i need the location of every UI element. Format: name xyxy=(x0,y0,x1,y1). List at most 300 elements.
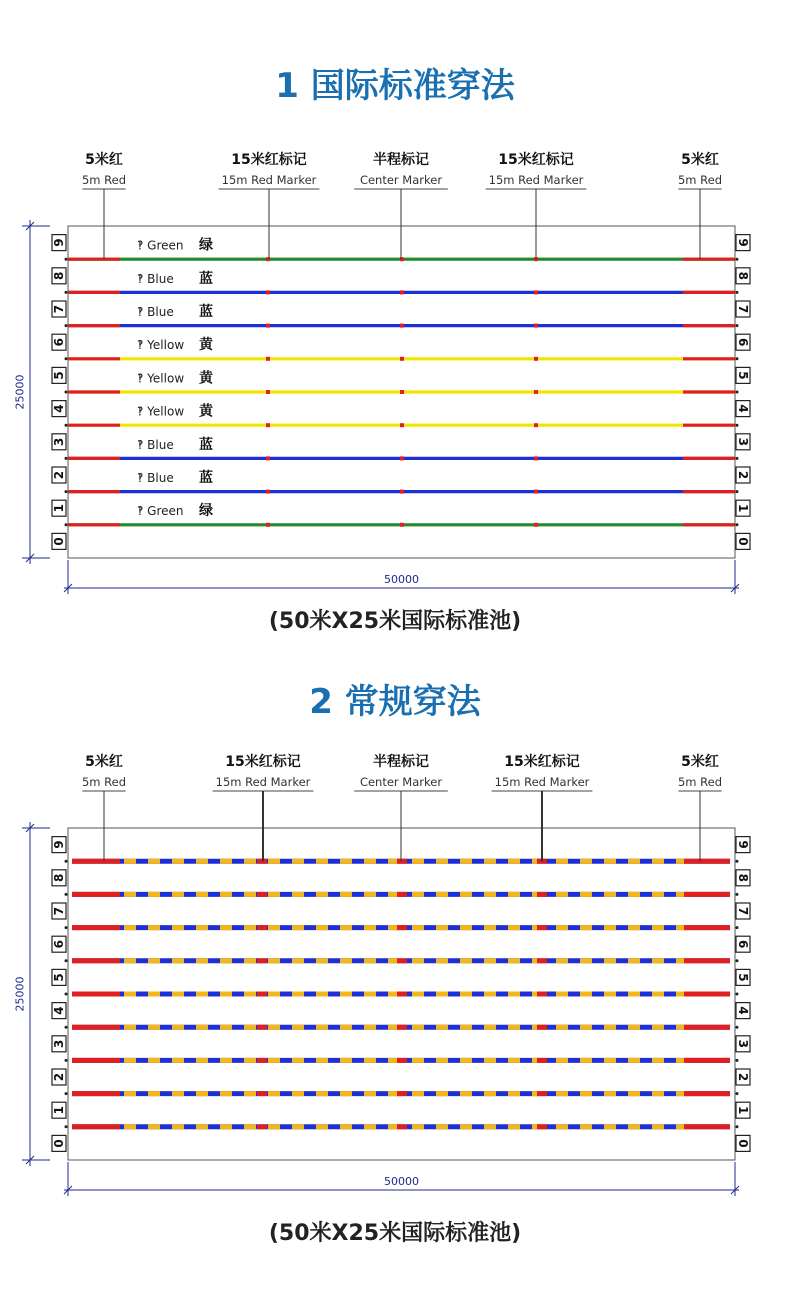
section-1-caption: (50米X25米国际标准池) xyxy=(268,609,522,634)
pool-diagram-international xyxy=(0,148,790,618)
rope-yellow-segment xyxy=(220,1091,232,1096)
rope-red-marker xyxy=(397,992,407,997)
lane-number-right: 4 xyxy=(736,1006,750,1015)
rope-yellow-segment xyxy=(508,1124,520,1129)
rope-yellow-segment xyxy=(508,1058,520,1063)
rope-yellow-segment xyxy=(484,958,496,963)
lane-number-left: 9 xyxy=(52,238,66,247)
rope-yellow-segment xyxy=(364,958,376,963)
center-marker-label-en: Center Marker xyxy=(359,775,443,789)
rope-yellow-segment xyxy=(412,1058,424,1063)
lane-number-right: 6 xyxy=(736,940,750,949)
rope-red-marker xyxy=(534,290,538,294)
lane-number-right: 5 xyxy=(736,371,750,380)
rope-yellow-segment xyxy=(460,859,472,864)
section-2-caption: (50米X25米国际标准池) xyxy=(268,1221,522,1246)
rope-red-marker xyxy=(257,1058,267,1063)
lane-number-left: 6 xyxy=(52,338,66,347)
rope-yellow-segment xyxy=(556,958,568,963)
rope-yellow-segment xyxy=(316,1124,328,1129)
rope-anchor-right xyxy=(736,291,739,294)
rope-yellow-segment xyxy=(412,1025,424,1030)
rope-anchor-right xyxy=(736,523,739,526)
rope-yellow-segment xyxy=(508,925,520,930)
rope-yellow-segment xyxy=(244,892,256,897)
center-marker-label-cn: 半程标记 xyxy=(373,754,429,770)
center-marker-label-cn: 半程标记 xyxy=(373,152,429,168)
rope-anchor-right xyxy=(736,1026,739,1029)
rope-yellow-segment xyxy=(436,859,448,864)
rope-yellow-segment xyxy=(652,892,664,897)
rope-yellow-segment xyxy=(580,1091,592,1096)
dimension-width-label: 50000 xyxy=(384,573,419,586)
rope-yellow-segment xyxy=(436,992,448,997)
rope-anchor-left xyxy=(65,424,68,427)
rope-yellow-segment xyxy=(292,958,304,963)
rope-color-label-en: ‽ Green xyxy=(137,238,184,253)
fifteen-meter-marker-right-label-en: 15m Red Marker xyxy=(494,775,590,789)
rope-yellow-segment xyxy=(604,1091,616,1096)
rope-color-label-cn: 蓝 xyxy=(199,470,213,486)
rope-yellow-segment xyxy=(172,1058,184,1063)
rope-yellow-segment xyxy=(172,892,184,897)
rope-yellow-segment xyxy=(652,958,664,963)
lane-number-left: 7 xyxy=(52,906,66,916)
rope-yellow-segment xyxy=(580,1025,592,1030)
rope-red-marker xyxy=(537,1124,547,1129)
rope-anchor-right xyxy=(736,1059,739,1062)
rope-yellow-segment xyxy=(316,1091,328,1096)
section-1-title: 1 国际标准穿法 xyxy=(275,66,515,106)
rope-anchor-left xyxy=(65,1092,68,1095)
rope-yellow-segment xyxy=(316,925,328,930)
rope-yellow-segment xyxy=(436,1025,448,1030)
rope-yellow-segment xyxy=(628,1025,640,1030)
pool-diagram-regular xyxy=(0,750,790,1220)
rope-yellow-segment xyxy=(652,1124,664,1129)
rope-yellow-segment xyxy=(460,1091,472,1096)
rope-yellow-segment xyxy=(508,958,520,963)
rope-yellow-segment xyxy=(484,1058,496,1063)
fifteen-meter-marker-right-label-en: 15m Red Marker xyxy=(488,173,584,187)
rope-yellow-segment xyxy=(148,1058,160,1063)
rope-red-marker xyxy=(534,456,538,460)
rope-yellow-segment xyxy=(484,1124,496,1129)
rope-yellow-segment xyxy=(292,892,304,897)
rope-yellow-segment xyxy=(484,859,496,864)
rope-anchor-right xyxy=(736,1125,739,1128)
rope-red-marker xyxy=(400,490,404,494)
rope-yellow-segment xyxy=(148,925,160,930)
rope-yellow-segment xyxy=(268,925,280,930)
rope-red-marker xyxy=(266,290,270,294)
rope-yellow-segment xyxy=(220,992,232,997)
rope-yellow-segment xyxy=(244,859,256,864)
rope-yellow-segment xyxy=(652,925,664,930)
rope-yellow-segment xyxy=(196,958,208,963)
lane-number-right: 0 xyxy=(736,537,750,546)
rope-red-marker xyxy=(397,958,407,963)
rope-color-label-en: ‽ Green xyxy=(137,504,184,519)
rope-anchor-left xyxy=(65,457,68,460)
rope-yellow-segment xyxy=(460,958,472,963)
rope-yellow-segment xyxy=(508,992,520,997)
rope-yellow-segment xyxy=(604,1124,616,1129)
dimension-width-label: 50000 xyxy=(384,1175,419,1188)
rope-yellow-segment xyxy=(340,859,352,864)
rope-yellow-segment xyxy=(220,892,232,897)
five-meter-red-right-label-en: 5m Red xyxy=(677,775,723,789)
rope-yellow-segment xyxy=(196,1091,208,1096)
rope-yellow-segment xyxy=(364,892,376,897)
rope-yellow-segment xyxy=(292,1091,304,1096)
rope-anchor-left xyxy=(65,993,68,996)
rope-yellow-segment xyxy=(196,992,208,997)
rope-red-marker xyxy=(266,357,270,361)
rope-yellow-segment xyxy=(196,1058,208,1063)
rope-yellow-segment xyxy=(436,1091,448,1096)
five-meter-red-label-en: 5m Red xyxy=(81,775,127,789)
rope-color-label-en: ‽ Blue xyxy=(137,471,174,485)
rope-red-marker xyxy=(266,523,270,527)
rope-anchor-right xyxy=(736,258,739,261)
rope-color-label-cn: 绿 xyxy=(199,237,213,254)
rope-yellow-segment xyxy=(556,1058,568,1063)
five-meter-red-right-label-cn: 5米红 xyxy=(681,152,719,168)
rope-yellow-segment xyxy=(412,1124,424,1129)
rope-red-marker xyxy=(257,1124,267,1129)
rope-red-marker xyxy=(534,324,538,328)
rope-yellow-segment xyxy=(604,1025,616,1030)
rope-yellow-segment xyxy=(244,1124,256,1129)
rope-yellow-segment xyxy=(628,925,640,930)
dimension-height-label: 25000 xyxy=(13,374,27,410)
dimension-height-label: 25000 xyxy=(13,976,27,1012)
lane-number-right: 9 xyxy=(736,840,750,849)
rope-anchor-right xyxy=(736,959,739,962)
rope-yellow-segment xyxy=(172,925,184,930)
lane-number-right: 9 xyxy=(736,238,750,247)
rope-color-label-cn: 黄 xyxy=(199,403,213,420)
rope-anchor-left xyxy=(65,258,68,261)
rope-yellow-segment xyxy=(148,992,160,997)
rope-yellow-segment xyxy=(412,925,424,930)
rope-anchor-left xyxy=(65,1125,68,1128)
rope-yellow-segment xyxy=(556,1025,568,1030)
rope-yellow-segment xyxy=(436,1058,448,1063)
rope-yellow-segment xyxy=(580,892,592,897)
rope-yellow-segment xyxy=(604,892,616,897)
fifteen-meter-marker-left-label-en: 15m Red Marker xyxy=(215,775,311,789)
rope-yellow-segment xyxy=(340,958,352,963)
rope-yellow-segment xyxy=(364,1058,376,1063)
rope-red-marker xyxy=(537,1091,547,1096)
rope-yellow-segment xyxy=(580,1124,592,1129)
rope-anchor-left xyxy=(65,860,68,863)
rope-yellow-segment xyxy=(604,992,616,997)
lane-number-left: 0 xyxy=(52,1139,66,1148)
five-meter-red-right-label-cn: 5米红 xyxy=(681,754,719,770)
rope-yellow-segment xyxy=(124,958,136,963)
section-2-title: 2 常规穿法 xyxy=(309,682,481,722)
center-marker-label-en: Center Marker xyxy=(359,173,443,187)
rope-yellow-segment xyxy=(604,859,616,864)
lane-number-right: 0 xyxy=(736,1139,750,1148)
rope-red-marker xyxy=(257,1091,267,1096)
lane-number-left: 6 xyxy=(52,940,66,949)
rope-yellow-segment xyxy=(268,892,280,897)
rope-yellow-segment xyxy=(244,1025,256,1030)
rope-yellow-segment xyxy=(340,892,352,897)
rope-yellow-segment xyxy=(628,1124,640,1129)
lane-number-left: 5 xyxy=(52,371,66,380)
rope-yellow-segment xyxy=(268,1091,280,1096)
rope-red-marker xyxy=(257,1025,267,1030)
rope-yellow-segment xyxy=(268,1058,280,1063)
rope-yellow-segment xyxy=(316,958,328,963)
rope-red-marker xyxy=(400,456,404,460)
rope-yellow-segment xyxy=(244,1091,256,1096)
rope-yellow-segment xyxy=(364,859,376,864)
rope-yellow-segment xyxy=(628,1091,640,1096)
rope-color-label-cn: 蓝 xyxy=(199,436,213,453)
rope-yellow-segment xyxy=(364,992,376,997)
rope-yellow-segment xyxy=(484,1091,496,1096)
rope-yellow-segment xyxy=(556,1124,568,1129)
lane-number-left: 4 xyxy=(52,404,66,413)
rope-yellow-segment xyxy=(244,992,256,997)
rope-anchor-left xyxy=(65,926,68,929)
rope-yellow-segment xyxy=(124,1124,136,1129)
rope-yellow-segment xyxy=(292,1124,304,1129)
rope-anchor-left xyxy=(65,357,68,360)
rope-yellow-segment xyxy=(580,992,592,997)
rope-yellow-segment xyxy=(412,859,424,864)
fifteen-meter-marker-left-label-cn: 15米红标记 xyxy=(231,152,307,168)
rope-yellow-segment xyxy=(292,1025,304,1030)
rope-yellow-segment xyxy=(508,892,520,897)
lane-number-right: 6 xyxy=(736,338,750,347)
rope-color-label-en: ‽ Blue xyxy=(137,437,174,452)
rope-red-marker xyxy=(534,423,538,427)
rope-red-marker xyxy=(400,523,404,527)
rope-anchor-right xyxy=(736,424,739,427)
rope-yellow-segment xyxy=(556,925,568,930)
rope-yellow-segment xyxy=(220,925,232,930)
rope-yellow-segment xyxy=(220,958,232,963)
lane-number-right: 2 xyxy=(736,470,750,480)
fifteen-meter-marker-left-label-cn: 15米红标记 xyxy=(225,754,301,770)
rope-yellow-segment xyxy=(124,859,136,864)
rope-color-label-cn: 蓝 xyxy=(199,270,213,287)
rope-yellow-segment xyxy=(268,1124,280,1129)
rope-color-label-cn: 黄 xyxy=(199,370,213,387)
rope-yellow-segment xyxy=(340,1058,352,1063)
rope-yellow-segment xyxy=(268,1025,280,1030)
rope-yellow-segment xyxy=(628,958,640,963)
rope-anchor-left xyxy=(65,324,68,327)
rope-yellow-segment xyxy=(124,992,136,997)
rope-yellow-segment xyxy=(628,1058,640,1063)
rope-red-marker xyxy=(537,925,547,930)
rope-yellow-segment xyxy=(652,1058,664,1063)
rope-yellow-segment xyxy=(292,859,304,864)
lane-number-right: 8 xyxy=(736,873,750,882)
rope-yellow-segment xyxy=(340,1124,352,1129)
rope-yellow-segment xyxy=(460,1124,472,1129)
rope-red-marker xyxy=(400,357,404,361)
lane-number-right: 4 xyxy=(736,404,750,413)
rope-red-marker xyxy=(400,390,404,394)
rope-red-marker xyxy=(397,1124,407,1129)
rope-yellow-segment xyxy=(124,1025,136,1030)
lane-number-left: 9 xyxy=(52,840,66,849)
lane-number-left: 3 xyxy=(52,437,66,446)
rope-red-marker xyxy=(266,324,270,328)
lane-number-right: 3 xyxy=(736,1039,750,1048)
rope-yellow-segment xyxy=(340,992,352,997)
rope-yellow-segment xyxy=(124,925,136,930)
fifteen-meter-marker-left-label-en: 15m Red Marker xyxy=(221,173,317,187)
rope-red-marker xyxy=(257,892,267,897)
lane-number-right: 5 xyxy=(736,973,750,982)
lane-number-right: 2 xyxy=(736,1072,750,1082)
rope-yellow-segment xyxy=(268,958,280,963)
rope-yellow-segment xyxy=(484,992,496,997)
rope-yellow-segment xyxy=(484,892,496,897)
rope-yellow-segment xyxy=(436,958,448,963)
rope-yellow-segment xyxy=(316,1025,328,1030)
rope-yellow-segment xyxy=(580,1058,592,1063)
rope-yellow-segment xyxy=(220,1058,232,1063)
five-meter-red-label-cn: 5米红 xyxy=(85,152,123,168)
rope-yellow-segment xyxy=(268,859,280,864)
rope-anchor-right xyxy=(736,1092,739,1095)
rope-yellow-segment xyxy=(580,925,592,930)
rope-red-marker xyxy=(537,1025,547,1030)
rope-red-marker xyxy=(537,992,547,997)
rope-yellow-segment xyxy=(556,892,568,897)
rope-yellow-segment xyxy=(556,859,568,864)
rope-anchor-left xyxy=(65,291,68,294)
rope-anchor-left xyxy=(65,523,68,526)
rope-anchor-left xyxy=(65,893,68,896)
rope-yellow-segment xyxy=(148,892,160,897)
rope-yellow-segment xyxy=(196,859,208,864)
rope-red-marker xyxy=(537,1058,547,1063)
rope-yellow-segment xyxy=(220,859,232,864)
rope-color-label-cn: 蓝 xyxy=(199,304,213,320)
lane-number-right: 3 xyxy=(736,437,750,446)
lane-number-right: 7 xyxy=(736,906,750,916)
rope-red-marker xyxy=(537,892,547,897)
rope-anchor-right xyxy=(736,893,739,896)
rope-yellow-segment xyxy=(652,859,664,864)
lane-number-left: 0 xyxy=(52,537,66,546)
rope-yellow-segment xyxy=(508,1091,520,1096)
rope-yellow-segment xyxy=(172,1025,184,1030)
rope-yellow-segment xyxy=(292,992,304,997)
lane-number-right: 1 xyxy=(736,504,750,513)
rope-red-marker xyxy=(534,490,538,494)
rope-yellow-segment xyxy=(172,958,184,963)
lane-number-right: 1 xyxy=(736,1106,750,1115)
rope-yellow-segment xyxy=(508,1025,520,1030)
rope-red-marker xyxy=(266,423,270,427)
rope-anchor-right xyxy=(736,357,739,360)
rope-anchor-left xyxy=(65,490,68,493)
rope-yellow-segment xyxy=(364,925,376,930)
rope-red-marker xyxy=(397,859,407,864)
rope-yellow-segment xyxy=(196,1025,208,1030)
rope-yellow-segment xyxy=(412,892,424,897)
rope-yellow-segment xyxy=(652,992,664,997)
rope-yellow-segment xyxy=(508,859,520,864)
rope-yellow-segment xyxy=(172,1091,184,1096)
rope-yellow-segment xyxy=(148,859,160,864)
rope-red-marker xyxy=(397,1091,407,1096)
lane-number-right: 8 xyxy=(736,271,750,280)
rope-red-marker xyxy=(400,324,404,328)
rope-yellow-segment xyxy=(580,958,592,963)
rope-yellow-segment xyxy=(484,1025,496,1030)
rope-red-marker xyxy=(266,456,270,460)
rope-yellow-segment xyxy=(460,1025,472,1030)
rope-yellow-segment xyxy=(244,1058,256,1063)
rope-anchor-left xyxy=(65,959,68,962)
fifteen-meter-marker-right-label-cn: 15米红标记 xyxy=(498,152,574,168)
rope-yellow-segment xyxy=(340,1091,352,1096)
lane-number-left: 2 xyxy=(52,470,66,480)
lane-number-left: 8 xyxy=(52,873,66,882)
rope-yellow-segment xyxy=(244,958,256,963)
rope-yellow-segment xyxy=(268,992,280,997)
rope-anchor-right xyxy=(736,324,739,327)
fifteen-meter-marker-right-label-cn: 15米红标记 xyxy=(504,754,580,770)
rope-yellow-segment xyxy=(316,859,328,864)
rope-yellow-segment xyxy=(412,1091,424,1096)
rope-yellow-segment xyxy=(460,892,472,897)
rope-yellow-segment xyxy=(148,958,160,963)
rope-red-marker xyxy=(537,958,547,963)
lane-number-left: 1 xyxy=(52,504,66,513)
rope-yellow-segment xyxy=(652,1025,664,1030)
lane-number-left: 4 xyxy=(52,1006,66,1015)
five-meter-red-right-label-en: 5m Red xyxy=(677,173,723,187)
rope-yellow-segment xyxy=(436,1124,448,1129)
rope-yellow-segment xyxy=(124,1058,136,1063)
rope-yellow-segment xyxy=(316,1058,328,1063)
rope-yellow-segment xyxy=(556,992,568,997)
rope-yellow-segment xyxy=(196,1124,208,1129)
rope-yellow-segment xyxy=(196,925,208,930)
rope-red-marker xyxy=(257,992,267,997)
lane-number-left: 5 xyxy=(52,973,66,982)
rope-anchor-right xyxy=(736,860,739,863)
five-meter-red-label-en: 5m Red xyxy=(81,173,127,187)
lane-number-right: 7 xyxy=(736,304,750,314)
rope-anchor-right xyxy=(736,490,739,493)
rope-yellow-segment xyxy=(604,958,616,963)
rope-yellow-segment xyxy=(148,1025,160,1030)
rope-yellow-segment xyxy=(364,1124,376,1129)
rope-anchor-right xyxy=(736,391,739,394)
rope-red-marker xyxy=(257,925,267,930)
rope-yellow-segment xyxy=(220,1025,232,1030)
rope-yellow-segment xyxy=(604,1058,616,1063)
lane-number-left: 2 xyxy=(52,1072,66,1082)
rope-yellow-segment xyxy=(172,992,184,997)
